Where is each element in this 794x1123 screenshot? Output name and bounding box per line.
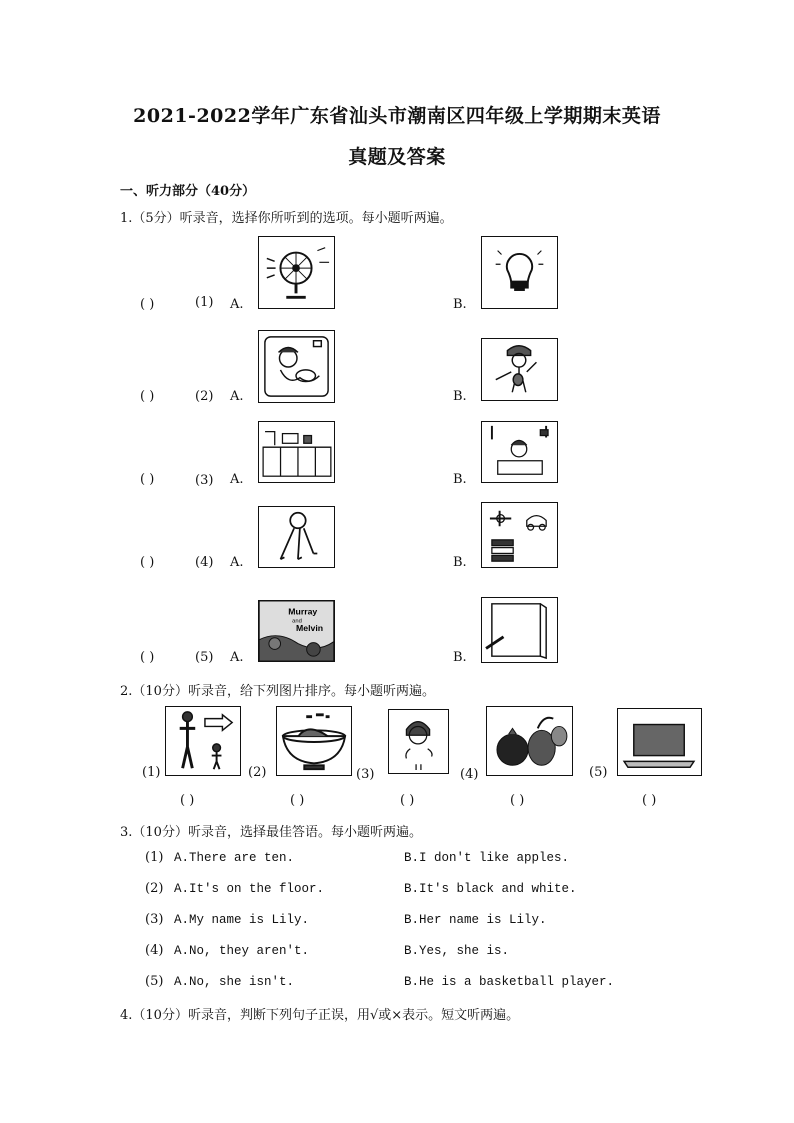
laptop-picture — [617, 708, 702, 776]
option-a[interactable]: A.It's on the floor. — [174, 882, 325, 896]
book-title-3: Melvin — [296, 623, 324, 633]
option-a[interactable]: A.There are ten. — [174, 851, 295, 865]
item-number: (3) — [195, 473, 214, 488]
answer-paren[interactable]: ( ) — [642, 793, 657, 808]
option-b[interactable]: B.Her name is Lily. — [404, 913, 547, 927]
option-a-label: A. — [230, 389, 244, 404]
item-number: (5) — [145, 974, 164, 989]
q4-stem: 4.（10分）听录音，判断下列句子正误，用√或×表示。短文听两遍。 — [120, 1008, 520, 1023]
option-a-label: A. — [230, 555, 244, 570]
noodle-bowl-picture — [276, 706, 352, 776]
option-b[interactable]: B.Yes, she is. — [404, 944, 510, 958]
item-number: (2) — [145, 881, 164, 896]
item-number: (2) — [195, 389, 214, 404]
bathroom-boy-picture — [481, 421, 558, 483]
tall-and-short-boys-picture — [165, 706, 241, 776]
option-a[interactable]: A.No, they aren't. — [174, 944, 310, 958]
option-b[interactable]: B.I don't like apples. — [404, 851, 570, 865]
option-a[interactable]: A.My name is Lily. — [174, 913, 310, 927]
driver-picture — [258, 330, 335, 403]
item-number: (1) — [195, 295, 214, 310]
sequence-label: (2) — [248, 765, 267, 780]
answer-paren[interactable]: ( ) — [400, 793, 415, 808]
sequence-label: (4) — [460, 767, 479, 782]
section-heading: 一、听力部分（40分） — [120, 184, 256, 199]
item-number: (4) — [145, 943, 164, 958]
option-a-label: A. — [230, 650, 244, 665]
item-number: (1) — [145, 850, 164, 865]
storybook-picture — [258, 600, 335, 662]
option-b-label: B. — [453, 555, 467, 570]
q1-stem: 1.（5分）听录音，选择你所听到的选项。每小题听两遍。 — [120, 211, 453, 226]
sequence-label: (3) — [356, 767, 375, 782]
q2-stem: 2.（10分）听录音，给下列图片排序。每小题听两遍。 — [120, 684, 435, 699]
q3-stem: 3.（10分）听录音，选择最佳答语。每小题听两遍。 — [120, 825, 422, 840]
kitchen-picture — [258, 421, 335, 483]
notebook-picture — [481, 597, 558, 663]
item-number: (4) — [195, 555, 214, 570]
girl-picture — [388, 709, 449, 774]
option-b-label: B. — [453, 297, 467, 312]
answer-paren[interactable]: ( ) — [140, 555, 155, 570]
answer-paren[interactable]: ( ) — [290, 793, 305, 808]
answer-paren[interactable]: ( ) — [140, 650, 155, 665]
option-b-label: B. — [453, 389, 467, 404]
fan-picture — [258, 236, 335, 309]
boy-with-guitar-picture — [481, 338, 558, 401]
sequence-label: (5) — [589, 765, 608, 780]
answer-paren[interactable]: ( ) — [140, 472, 155, 487]
keys-picture — [258, 506, 335, 568]
answer-paren[interactable]: ( ) — [180, 793, 195, 808]
vegetables-picture — [486, 706, 573, 776]
option-b[interactable]: B.He is a basketball player. — [404, 975, 615, 989]
option-b-label: B. — [453, 472, 467, 487]
answer-paren[interactable]: ( ) — [140, 297, 155, 312]
sequence-label: (1) — [142, 765, 161, 780]
toys-picture — [481, 502, 558, 568]
option-b[interactable]: B.It's black and white. — [404, 882, 577, 896]
title-line-2: 真题及答案 — [348, 146, 446, 168]
title-line-1: 2021-2022学年广东省汕头市潮南区四年级上学期期末英语 — [133, 105, 661, 127]
item-number: (5) — [195, 650, 214, 665]
option-a-label: A. — [230, 297, 244, 312]
item-number: (3) — [145, 912, 164, 927]
option-a[interactable]: A.No, she isn't. — [174, 975, 295, 989]
option-b-label: B. — [453, 650, 467, 665]
option-a-label: A. — [230, 472, 244, 487]
light-bulb-picture — [481, 236, 558, 309]
answer-paren[interactable]: ( ) — [510, 793, 525, 808]
answer-paren[interactable]: ( ) — [140, 389, 155, 404]
book-title-1: Murray — [288, 606, 318, 617]
book-title-2: and — [292, 618, 302, 625]
